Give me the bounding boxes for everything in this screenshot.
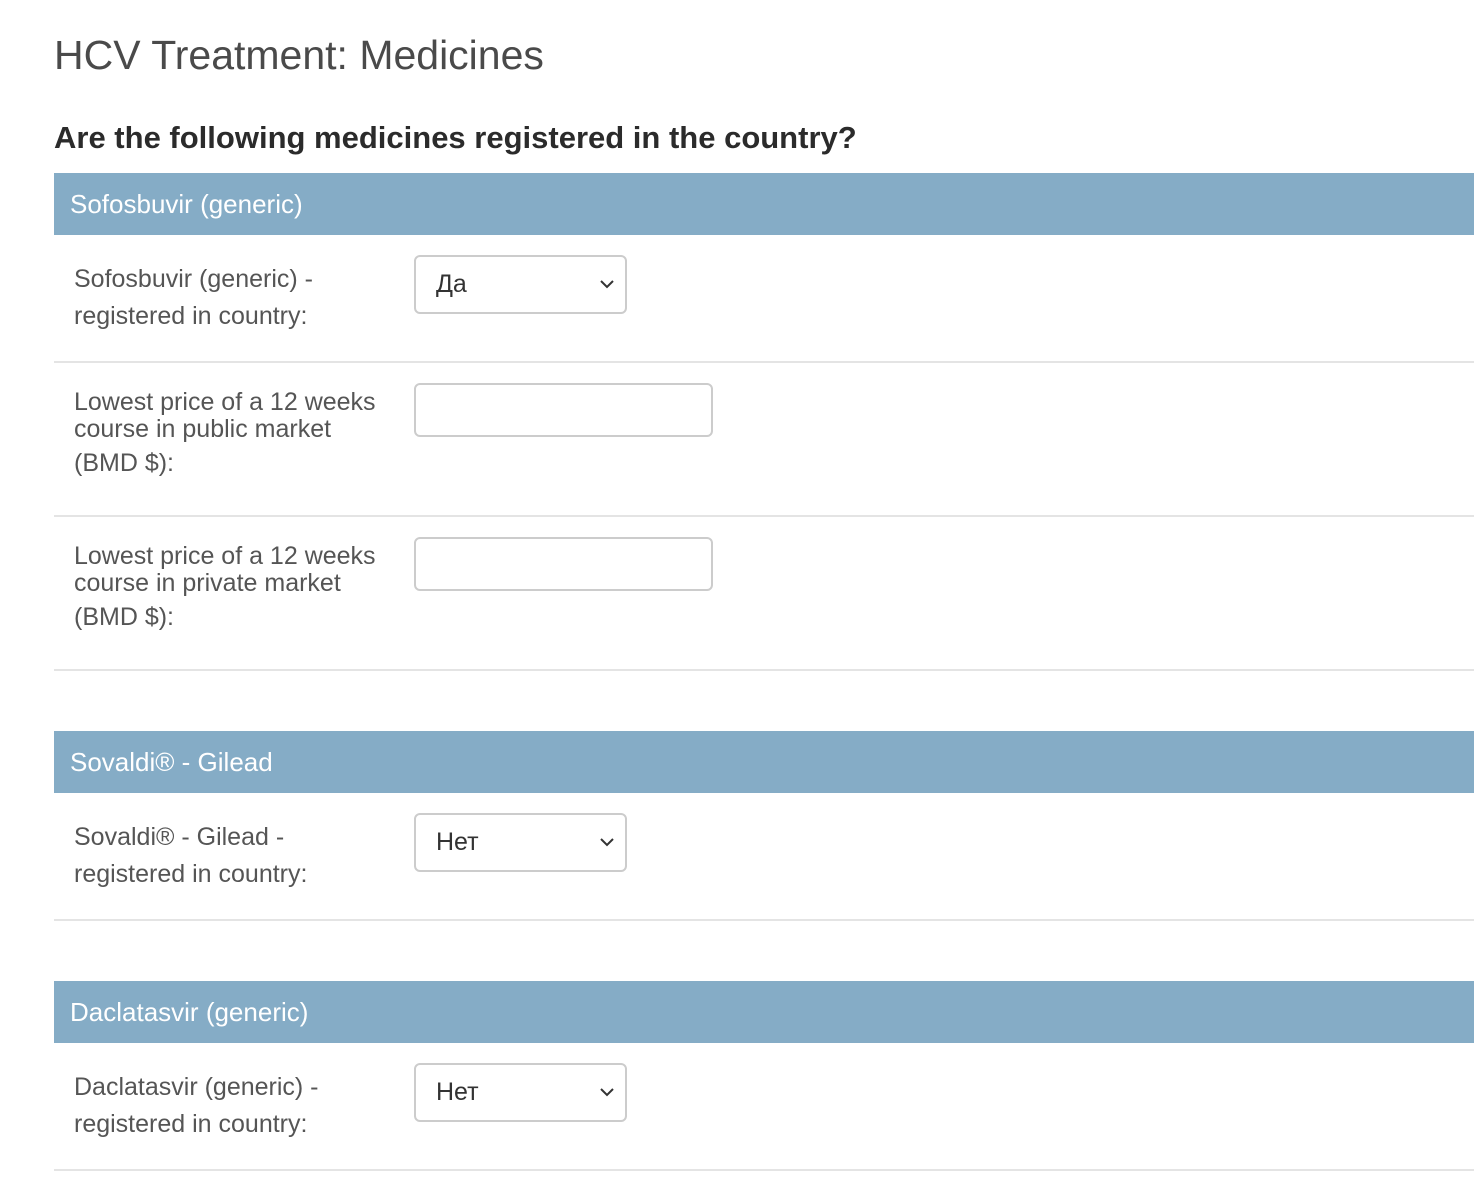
public-price-input[interactable] [414,383,713,437]
section-header: Daclatasvir (generic) [54,981,1474,1043]
select-value: Нет [436,828,479,856]
form-row-registered [54,235,1474,363]
private-price-input[interactable] [414,537,713,591]
field-label-line: Sovaldi® - Gilead - [74,823,285,851]
field-label-line: registered in country: [74,860,308,888]
field-label-line: registered in country: [74,302,308,330]
field-label-line: Daclatasvir (generic) - [74,1073,319,1101]
field-label-line: Lowest price of a 12 weeks [74,542,376,570]
field-label-line: course in private market [74,569,341,597]
field-label-line: (BMD $): [74,603,174,631]
form-row-private-price [54,517,1474,671]
field-label-line: registered in country: [74,1110,308,1138]
section-sofosbuvir-generic [54,173,1474,671]
select-value: Да [436,270,467,298]
chevron-down-icon [599,836,615,848]
field-label [74,543,404,636]
registered-select[interactable] [414,1063,627,1122]
field-label-line: Lowest price of a 12 weeks [74,388,376,416]
section-daclatasvir-generic [54,981,1474,1171]
field-label-line: course in public market [74,415,332,443]
field-label [74,389,404,482]
registered-select[interactable] [414,255,627,314]
field-label [74,819,404,893]
section-header: Sofosbuvir (generic) [54,173,1474,235]
field-label-line: (BMD $): [74,449,174,477]
section-sovaldi-gilead [54,731,1474,921]
form-row-public-price [54,363,1474,517]
select-value: Нет [436,1078,479,1106]
chevron-down-icon [599,1086,615,1098]
question-heading: Are the following medicines registered in the country? [54,120,857,155]
field-label [74,261,404,335]
form-row-registered [54,793,1474,921]
field-label-line: Sofosbuvir (generic) - [74,265,313,293]
chevron-down-icon [599,278,615,290]
page-title: HCV Treatment: Medicines [54,32,544,78]
form-row-registered [54,1043,1474,1171]
registered-select[interactable] [414,813,627,872]
section-header: Sovaldi® - Gilead [54,731,1474,793]
field-label [74,1069,404,1143]
